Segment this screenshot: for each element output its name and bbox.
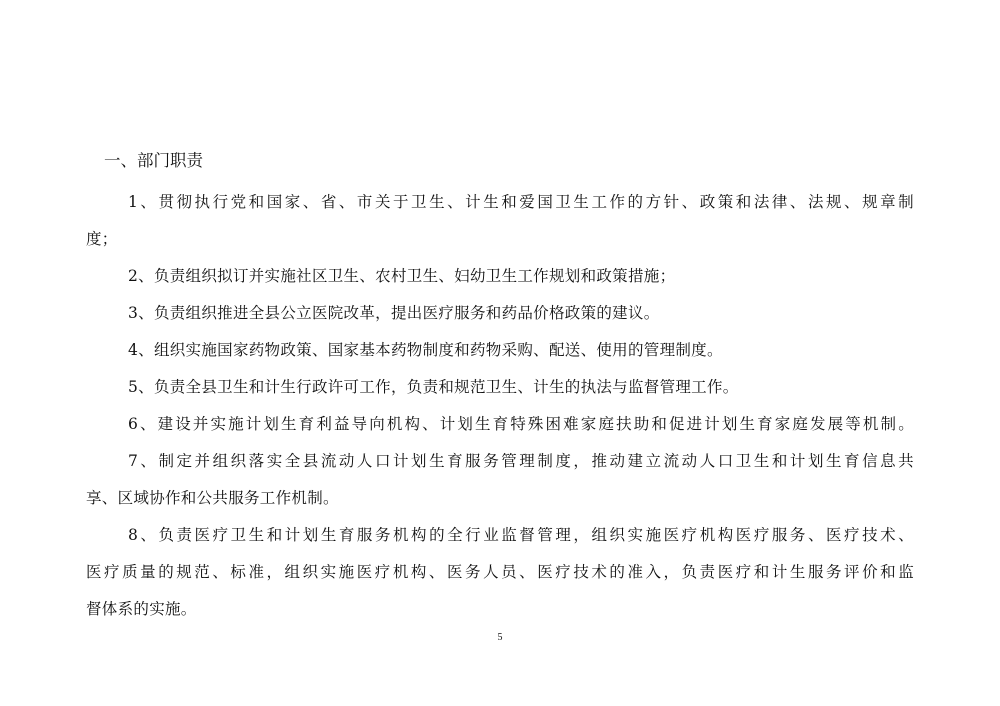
item-5-line-1: 5、负责全县卫生和计生行政许可工作，负责和规范卫生、计生的执法与监督管理工作。 (128, 378, 739, 396)
item-6-line-1: 6、建设并实施计划生育利益导向机构、计划生育特殊困难家庭扶助和促进计划生育家庭发展等机制。 (128, 415, 914, 433)
item-1-line-1: 1、贯彻执行党和国家、省、市关于卫生、计生和爱国卫生工作的方针、政策和法律、法规、规章制 (128, 193, 914, 211)
item-3-line-1: 3、负责组织推进全县公立医院改革，提出医疗服务和药品价格政策的建议。 (128, 304, 660, 322)
item-4-line-1: 4、组织实施国家药物政策、国家基本药物制度和药物采购、配送、使用的管理制度。 (128, 341, 723, 359)
item-8-line-2: 医疗质量的规范、标准，组织实施医疗机构、医务人员、医疗技术的准入，负责医疗和计生服务评价和监 (86, 563, 914, 581)
item-8-line-1: 8、负责医疗卫生和计划生育服务机构的全行业监督管理，组织实施医疗机构医疗服务、医疗技术、 (128, 526, 914, 544)
item-8-line-3: 督体系的实施。 (86, 600, 197, 618)
item-2-line-1: 2、负责组织拟订并实施社区卫生、农村卫生、妇幼卫生工作规划和政策措施； (128, 267, 676, 285)
item-7-line-1: 7、制定并组织落实全县流动人口计划生育服务管理制度，推动建立流动人口卫生和计划生育信息共 (128, 452, 914, 470)
item-1-line-2: 度； (86, 230, 118, 248)
item-7-line-2: 享、区域协作和公共服务工作机制。 (86, 489, 339, 507)
page-number: 5 (497, 632, 503, 643)
section-heading: 一、部门职责 (104, 151, 203, 170)
